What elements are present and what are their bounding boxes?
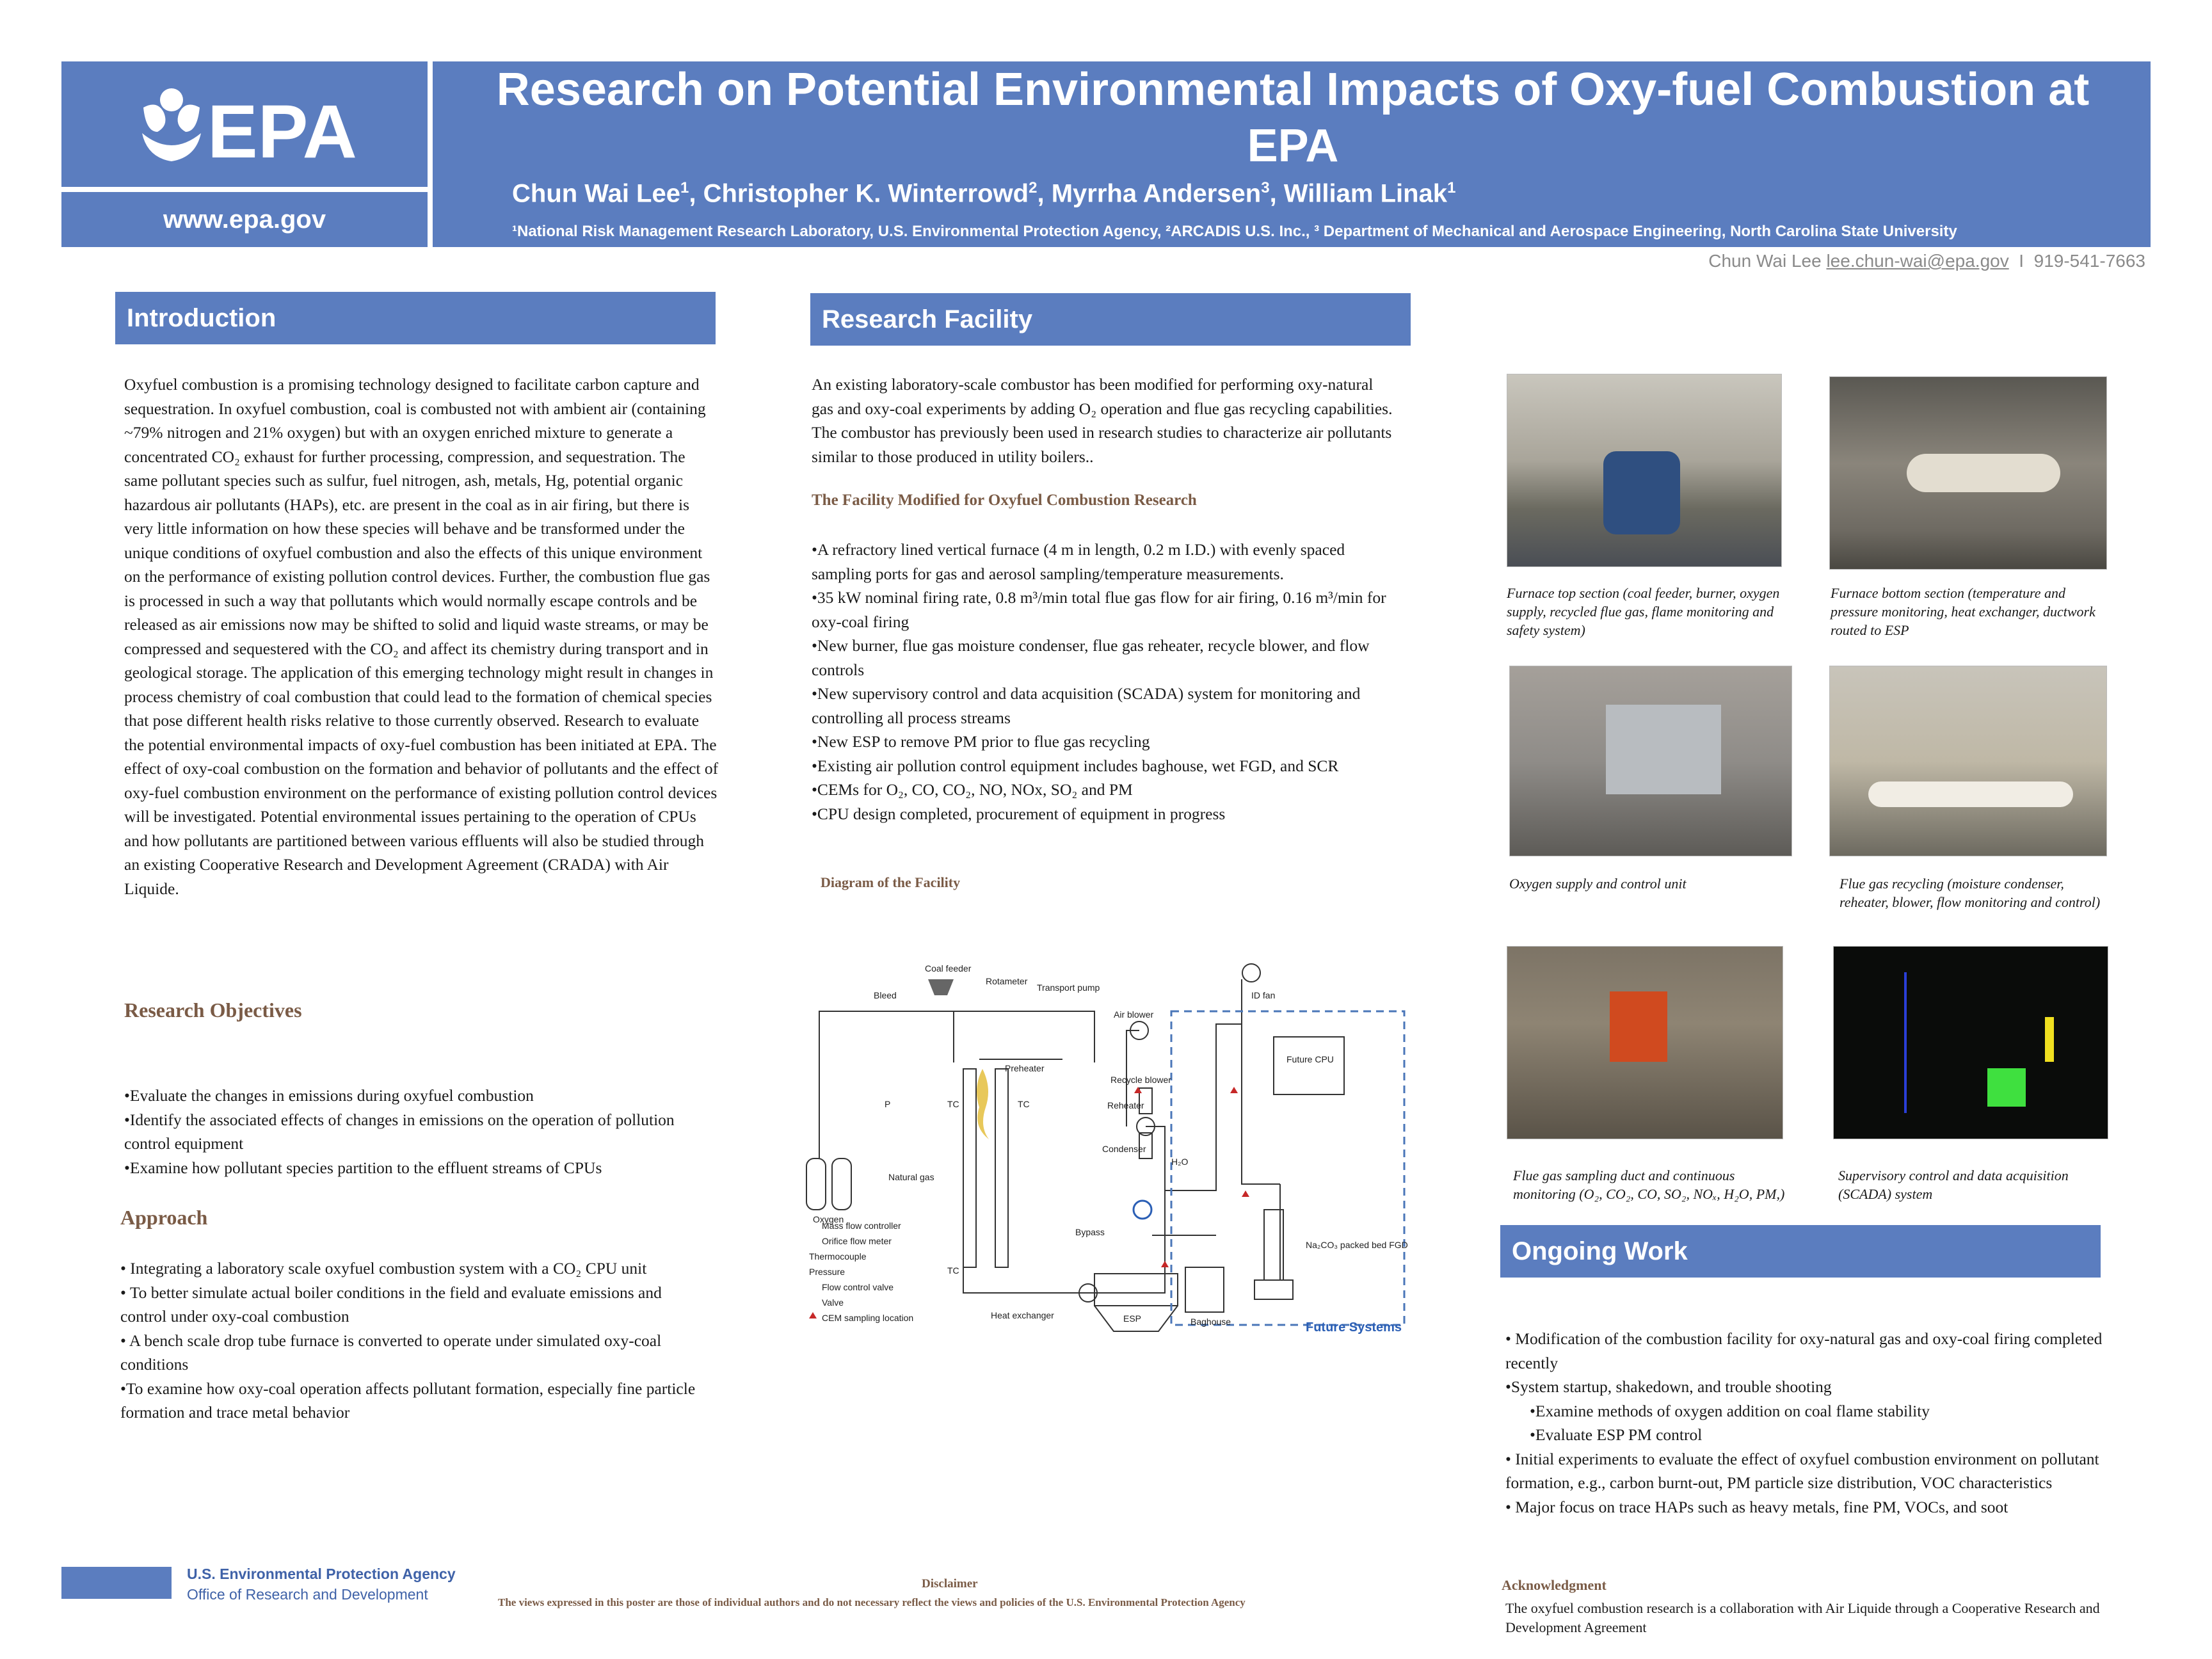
footer-agency: U.S. Environmental Protection Agency: [187, 1566, 456, 1582]
author-affil: 1: [1447, 179, 1456, 196]
author-name: William Linak: [1283, 179, 1448, 208]
list-item: •Evaluate ESP PM control: [1530, 1425, 1703, 1444]
photo-sampling-duct-detail: [1610, 991, 1667, 1062]
list-item: •Evaluate the changes in emissions during oxyfuel combustion: [124, 1086, 534, 1105]
list-item: •CPU design completed, procurement of equipment in progress: [812, 804, 1226, 823]
objectives-list: [124, 1084, 700, 1180]
photo-furnace-top-detail: [1603, 451, 1680, 534]
list-item: •CEMs for O₂, CO, CO₂, NO, NOx, SO₂ and PM: [812, 780, 1133, 799]
caption-furnace-bottom: Furnace bottom section (temperature and pressure monitoring, heat exchanger, ductwork routed to ESP: [1831, 585, 2096, 638]
label-p: P: [885, 1099, 891, 1109]
list-item: •System startup, shakedown, and trouble shooting: [1505, 1377, 1832, 1396]
label-future-systems: Future Systems: [1306, 1320, 1402, 1334]
label-recycle-blower: Recycle blower: [1110, 1075, 1171, 1085]
contact-separator: I: [2019, 251, 2024, 271]
furnace-wall-right: [995, 1069, 1008, 1267]
baghouse-unit: [1185, 1267, 1224, 1312]
epa-logo-icon: [61, 61, 428, 187]
label-esp: ESP: [1123, 1313, 1142, 1324]
label-h2o: H₂O: [1171, 1157, 1189, 1167]
disclaimer-title: Disclaimer: [922, 1577, 978, 1591]
photo-furnace-bottom: [1829, 376, 2107, 570]
approach-heading: Approach: [120, 1206, 208, 1229]
list-item: • Initial experiments to evaluate the effect of oxyfuel combustion environment on pollutant formation, e.g., carbon burnt-out, PM particle size distribution, VOC characteristics: [1505, 1449, 2099, 1492]
list-item: •New ESP to remove PM prior to flue gas recycling: [812, 732, 1150, 751]
footer-office: Office of Research and Development: [187, 1586, 428, 1603]
contact-phone: 919-541-7663: [2033, 251, 2145, 271]
label-preheater: Preheater: [1005, 1063, 1045, 1073]
cem-marker: [1161, 1261, 1169, 1267]
list-item: • Integrating a laboratory scale oxyfuel combustion system with a CO₂ CPU unit: [120, 1259, 647, 1278]
id-fan-symbol: [1242, 964, 1260, 982]
label-coal-feeder: Coal feeder: [925, 963, 972, 974]
coal-feeder-hopper: [928, 979, 954, 995]
epa-logo-text: EPA: [207, 90, 357, 174]
objectives-heading: Research Objectives: [124, 998, 302, 1022]
label-reheater: Reheater: [1107, 1100, 1144, 1110]
author-name: Christopher K. Winterrowd: [703, 179, 1029, 208]
cem-marker: [1230, 1087, 1238, 1093]
cem-marker: [1242, 1190, 1249, 1197]
approach-list: [120, 1256, 709, 1425]
label-tc: TC: [947, 1099, 959, 1109]
label-rotameter: Rotameter: [986, 976, 1028, 986]
oxygen-cylinder: [832, 1158, 851, 1210]
affiliations: ¹National Risk Management Research Laboratory, U.S. Environmental Protection Agency, ²ARCADIS U.S. Inc., ³ Department of Mechanical and Aerospace Engineering, North Carolina State University: [512, 223, 1957, 240]
author-list: Chun Wai Lee$^1$, Christopher K. Winterrowd$^2$, Myrrha Andersen$^3$, William Linak$^1$: [512, 179, 1456, 208]
logo-url-rule: [61, 187, 428, 192]
acknowledgment-text: The oxyfuel combustion research is a collaboration with Air Liquide through a Cooperative Research and Development Agreement: [1505, 1600, 2100, 1635]
disclaimer-text: The views expressed in this poster are those of individual authors and do not necessary reflect the views and policies of the U.S. Environmental Protection Agency: [498, 1596, 1246, 1608]
legend-cem-icon: [809, 1312, 817, 1318]
research-facility-heading: Research Facility: [810, 293, 1411, 346]
sampling-point-symbol: [1134, 1201, 1151, 1219]
fgd-tank: [1254, 1280, 1293, 1299]
label-bypass: Bypass: [1075, 1227, 1105, 1237]
list-item: •A refractory lined vertical furnace (4 m in length, 0.2 m I.D.) with evenly spaced sampling ports for gas and aerosol sampling/temperature measurements.: [812, 540, 1345, 583]
acknowledgment-title: Acknowledgment: [1502, 1577, 1607, 1593]
list-item: • Major focus on trace HAPs such as heavy metals, fine PM, VOCs, and soot: [1505, 1497, 2008, 1516]
author-affil: 1: [680, 179, 689, 196]
legend-cem: CEM sampling location: [822, 1313, 914, 1323]
author-affil: 3: [1261, 179, 1270, 196]
photo-scada-screen: [1833, 946, 2108, 1139]
label-bleed: Bleed: [874, 990, 897, 1000]
list-item: •35 kW nominal firing rate, 0.8 m³/min total flue gas flow for air firing, 0.16 m³/min for oxy-coal firing: [812, 588, 1386, 631]
contact-email-link[interactable]: lee.chun-wai@epa.gov: [1826, 251, 2009, 271]
scada-duct-graphic: [1904, 972, 1907, 1113]
legend-orifice: Orifice flow meter: [822, 1236, 892, 1246]
oxygen-line: [819, 1011, 954, 1158]
photo-oxygen-supply-detail: [1606, 705, 1721, 794]
footer-bar: [61, 1567, 172, 1599]
list-item: • Modification of the combustion facility for oxy-natural gas and oxy-coal firing completed recently: [1505, 1329, 2103, 1372]
caption-furnace-top: Furnace top section (coal feeder, burner, oxygen supply, recycled flue gas, flame monitoring and safety system): [1507, 585, 1780, 638]
list-item: •Examine methods of oxygen addition on coal flame stability: [1530, 1401, 1930, 1420]
photo-furnace-top: [1507, 374, 1782, 567]
label-condenser: Condenser: [1102, 1144, 1146, 1154]
photo-oxygen-supply: [1509, 666, 1792, 856]
list-item: •Identify the associated effects of changes in emissions on the operation of pollution control equipment: [124, 1110, 675, 1153]
label-fgd: Na₂CO₃ packed bed FGD: [1306, 1240, 1408, 1250]
label-heat-exchanger: Heat exchanger: [991, 1310, 1054, 1320]
contact-line: [1708, 251, 2145, 271]
legend-thermocouple: Thermocouple: [809, 1251, 867, 1262]
list-item: •Examine how pollutant species partition to the effluent streams of CPUs: [124, 1158, 602, 1177]
photo-flue-gas-recycling-detail: [1868, 781, 2073, 807]
diagram-title: Diagram of the Facility: [821, 874, 961, 890]
introduction-heading: Introduction: [115, 292, 716, 344]
poster-title: Research on Potential Environmental Impacts of Oxy-fuel Combustion at EPA: [496, 64, 2090, 172]
label-natural-gas: Natural gas: [888, 1172, 934, 1182]
label-tc: TC: [947, 1265, 959, 1276]
photo-sampling-duct: [1507, 946, 1783, 1139]
caption-oxygen-supply: Oxygen supply and control unit: [1509, 876, 1687, 892]
label-tc: TC: [1018, 1099, 1030, 1109]
facility-diagram: [794, 934, 1415, 1344]
list-item: • A bench scale drop tube furnace is converted to operate under simulated oxy-coal conditions: [120, 1331, 662, 1374]
author-name: Myrrha Andersen: [1051, 179, 1262, 208]
list-item: •New supervisory control and data acquisition (SCADA) system for monitoring and controlling all process streams: [812, 684, 1361, 727]
header-divider: [428, 61, 433, 247]
scada-gauge-graphic: [2045, 1017, 2054, 1062]
epa-url[interactable]: www.epa.gov: [163, 205, 326, 234]
facility-intro: An existing laboratory-scale combustor has been modified for performing oxy-natural gas and oxy-coal experiments by adding O₂ operation and flue gas recycling capabilities. The combustor has previously been used in research studies to characterize air pollutants similar to those produced in utility boilers..: [812, 375, 1393, 466]
caption-sampling-duct: Flue gas sampling duct and continuous monitoring (O₂, CO₂, CO, SO₂, NOₓ, H₂O, PM,): [1513, 1167, 1785, 1202]
label-future-cpu: Future CPU: [1286, 1054, 1334, 1064]
caption-scada: Supervisory control and data acquisition (SCADA) system: [1838, 1167, 2069, 1202]
future-cpu-box: [1274, 1037, 1344, 1094]
oxygen-cylinder: [806, 1158, 826, 1210]
list-item: •Existing air pollution control equipment includes baghouse, wet FGD, and SCR: [812, 756, 1339, 775]
furnace-wall-left: [963, 1069, 976, 1267]
flame-graphic: [977, 1069, 989, 1139]
contact-name: Chun Wai Lee: [1708, 251, 1822, 271]
list-item: • To better simulate actual boiler conditions in the field and evaluate emissions and control under oxy-coal combustion: [120, 1283, 662, 1326]
facility-list: [812, 538, 1407, 826]
label-transport-pump: Transport pump: [1037, 982, 1100, 993]
ongoing-work-heading: Ongoing Work: [1500, 1225, 2101, 1278]
legend-valve: Valve: [822, 1297, 844, 1308]
list-item: •New burner, flue gas moisture condenser, flue gas reheater, recycle blower, and flow controls: [812, 636, 1370, 679]
label-air-blower: Air blower: [1114, 1009, 1154, 1020]
air-line: [954, 1011, 1094, 1062]
legend-mass-flow: Mass flow controller: [822, 1221, 901, 1231]
label-baghouse: Baghouse: [1190, 1317, 1231, 1327]
legend-pressure: Pressure: [809, 1267, 846, 1277]
caption-flue-gas-recycling: Flue gas recycling (moisture condenser, reheater, blower, flow monitoring and control): [1839, 876, 2101, 910]
epa-logo: [61, 61, 428, 187]
photo-furnace-bottom-detail: [1907, 454, 2060, 492]
photo-flue-gas-recycling: [1829, 666, 2107, 856]
scada-esp-graphic: [1987, 1068, 2026, 1107]
exit-duct: [963, 1267, 1088, 1293]
legend-flow-control: Flow control valve: [822, 1282, 894, 1292]
ongoing-work-list: [1505, 1327, 2107, 1519]
author-affil: 2: [1029, 179, 1038, 196]
label-oxygen: Oxygen: [813, 1214, 844, 1224]
list-item: •To examine how oxy-coal operation affects pollutant formation, especially fine particle formation and trace metal behavior: [120, 1379, 696, 1422]
label-id-fan: ID fan: [1251, 990, 1276, 1000]
author-name: Chun Wai Lee: [512, 179, 680, 208]
introduction-text: Oxyfuel combustion is a promising technology designed to facilitate carbon capture and sequestration. In oxyfuel combustion, coal is combusted not with ambient air (containing ~79% nitrogen and 21% oxygen) but with an oxygen enriched mixture to generate a concentrated CO₂ exhaust for further processing, compression, and sequestration. The same pollutant species such as sulfur, fuel nitrogen, ash, metals, Hg, potential organic hazardous air pollutants (HAPs), etc. are present in the coal as in air firing, but there is very little information on how these species will behave and be transformed under the unique conditions of oxyfuel combustion and also the effects of this unique environment on the performance of existing pollution control devices. Further, the combustion flue gas is processed in such a way that pollutants which would normally escape controls and be released as air emissions now may be shifted to solid and liquid waste streams, or may be compressed and sequestered with the CO₂ and affect its chemistry during transport and in geological storage. The application of this emerging technology might result in changes in process chemistry of coal combustion that could lead to the formation of chemical species that pose different health risks relative to those currently observed. Research to evaluate the potential environmental impacts of oxy-fuel combustion has been initiated at EPA. The effect of oxy-coal combustion on the formation and behavior of pollutants and the effect of oxy-fuel combustion environment on the performance of existing pollution control devices will be investigated. Potential environmental issues pertaining to the operation of CPUs and how pollutants are partitioned between various effluents will also be studied through an existing Cooperative Research and Development Agreement (CRADA) with Air Liquide.: [124, 375, 719, 898]
facility-subheading: The Facility Modified for Oxyfuel Combustion Research: [812, 492, 1197, 509]
